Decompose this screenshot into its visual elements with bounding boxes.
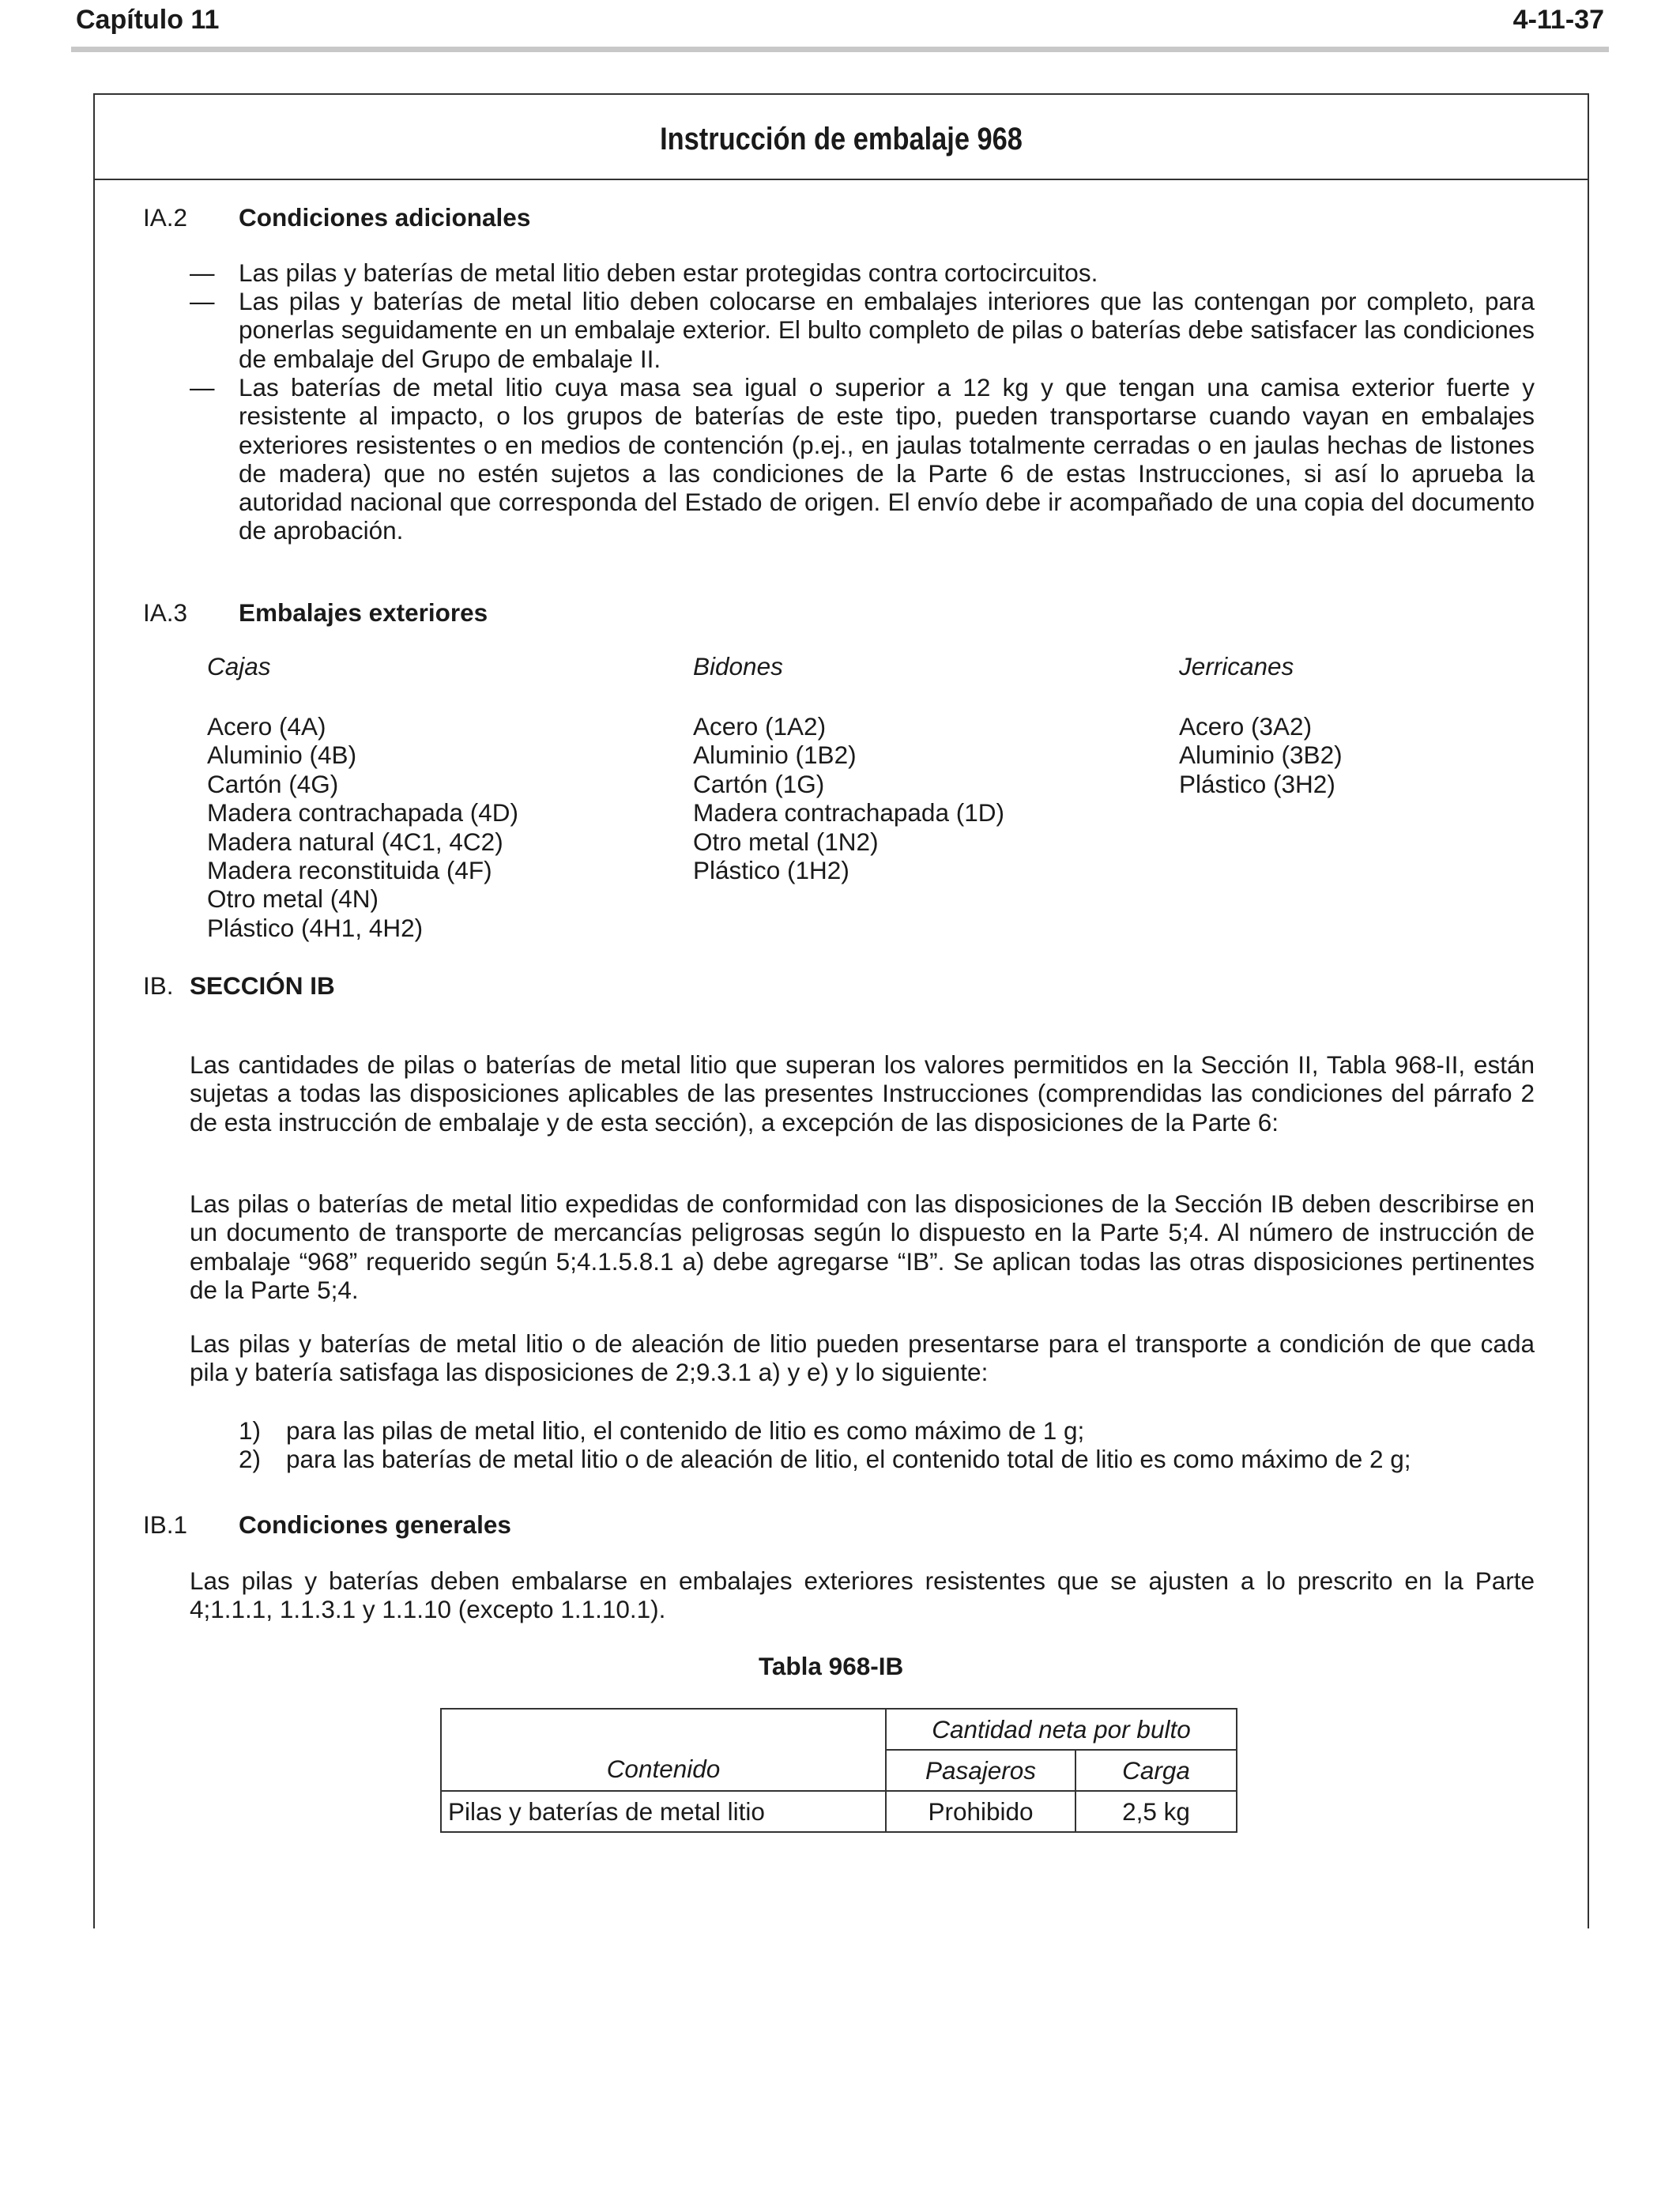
frame-title-bar (95, 95, 1588, 180)
page-header (73, 5, 1607, 40)
ib-list-number-1: 1) (239, 1416, 262, 1445)
column-heading-bidones: Bidones (693, 652, 783, 680)
ib-paragraph-3: Las pilas y baterías de metal litio o de aleación de litio pueden presentarse para el transporte a condición de que cada pila y batería satisfaga las disposiciones de 2;9.3.1 a) y e) y lo siguiente: (190, 1329, 1535, 1387)
page-number: 4-11-37 (1512, 5, 1604, 35)
ib1-title: Condiciones generales (239, 1510, 511, 1539)
cell-contenido: Pilas y baterías de metal litio (441, 1791, 886, 1832)
list-item: Madera reconstituida (4F) (207, 856, 492, 885)
ib1-paragraph: Las pilas y baterías deben embalarse en embalajes exteriores resistentes que se ajusten a lo prescrito en la Parte 4;1.1.1, 1.1.3.1 y 1.1.10 (excepto 1.1.10.1). (190, 1566, 1535, 1624)
ib-list-number-2: 2) (239, 1445, 262, 1473)
ib-paragraph-2: Las pilas o baterías de metal litio expedidas de conformidad con las disposiciones de la Sección IB deben describirse en un documento de transporte de mercancías peligrosas según lo dispuesto en la Parte 5;4. Al número de instrucción de embalaje “968” requerido según 5;4.1.5.8.1 a) debe agregarse “IB”. Se aplican todas las otras disposiciones pertinentes de la Parte 5;4. (190, 1189, 1535, 1304)
cajas-list (207, 712, 518, 942)
jerricanes-list (1179, 712, 1343, 798)
ia2-bullet-1: Las pilas y baterías de metal litio deben estar protegidas contra cortocircuitos. (239, 258, 1098, 287)
header-pasajeros: Pasajeros (886, 1750, 1075, 1791)
list-item: Madera contrachapada (1D) (693, 798, 1004, 827)
ib1-number: IB.1 (143, 1510, 188, 1539)
ib-number: IB. (143, 971, 174, 1000)
box-title: Instrucción de embalaje 968 (660, 122, 1023, 156)
ia2-title: Condiciones adicionales (239, 203, 531, 232)
bidones-list (693, 712, 1004, 884)
cell-carga: 2,5 kg (1075, 1791, 1237, 1832)
cell-pasajeros: Prohibido (886, 1791, 1075, 1832)
column-heading-jerricanes: Jerricanes (1179, 652, 1294, 680)
list-item: Aluminio (4B) (207, 741, 357, 770)
list-item: Acero (3A2) (1179, 712, 1313, 741)
list-item: Cartón (4G) (207, 769, 339, 798)
list-item: Plástico (4H1, 4H2) (207, 913, 424, 942)
dash-mark: — (190, 373, 215, 401)
table-title: Tabla 968-IB (759, 1652, 904, 1680)
list-item: Madera contrachapada (4D) (207, 798, 518, 827)
header-contenido: Contenido (441, 1709, 886, 1791)
ia3-number: IA.3 (143, 598, 188, 627)
ia2-bullet-2: Las pilas y baterías de metal litio deben colocarse en embalajes interiores que las contengan por completo, para ponerlas seguidamente en un embalaje exterior. El bulto completo de pilas o baterías debe satisfacer las condiciones de embalaje del Grupo de embalaje II. (239, 287, 1535, 373)
list-item: Aluminio (3B2) (1179, 741, 1343, 770)
list-item: Madera natural (4C1, 4C2) (207, 827, 503, 856)
ia3-title: Embalajes exteriores (239, 598, 488, 627)
list-item: Cartón (1G) (693, 769, 825, 798)
ib-list-item-1: para las pilas de metal litio, el contenido de litio es como máximo de 1 g; (286, 1416, 1085, 1445)
header-cantidad-neta: Cantidad neta por bulto (886, 1709, 1237, 1750)
header-rule (71, 47, 1609, 52)
list-item: Otro metal (1N2) (693, 827, 879, 856)
chapter-label: Capítulo 11 (76, 5, 220, 35)
list-item: Otro metal (4N) (207, 884, 379, 914)
table-row (441, 1791, 1237, 1832)
header-carga: Carga (1075, 1750, 1237, 1791)
ia2-number: IA.2 (143, 203, 188, 232)
list-item: Plástico (3H2) (1179, 769, 1335, 798)
dash-mark: — (190, 258, 215, 287)
list-item: Acero (4A) (207, 712, 326, 741)
list-item: Plástico (1H2) (693, 856, 849, 885)
ib-title: SECCIÓN IB (190, 971, 335, 1000)
list-item: Aluminio (1B2) (693, 741, 857, 770)
table-968-ib (440, 1708, 1237, 1833)
dash-mark: — (190, 287, 215, 315)
ib-list-item-2: para las baterías de metal litio o de aleación de litio, el contenido total de litio es como máximo de 2 g; (286, 1445, 1411, 1473)
column-heading-cajas: Cajas (207, 652, 271, 680)
ia2-bullet-3: Las baterías de metal litio cuya masa sea igual o superior a 12 kg y que tengan una camisa exterior fuerte y resistente al impacto, o los grupos de baterías de este tipo, pueden transportarse cuando vayan en embalajes exteriores resistentes o en medios de contención (p.ej., en jaulas totalmente cerradas o en jaulas hechas de listones de madera) que no estén sujetos a las condiciones de la Parte 6 de estas Instrucciones, si así lo aprueba la autoridad nacional que corresponda del Estado de origen. El envío debe ir acompañado de una copia del documento de aprobación. (239, 373, 1535, 545)
ib-paragraph-1: Las cantidades de pilas o baterías de metal litio que superan los valores permitidos en la Sección II, Tabla 968-II, están sujetas a todas las disposiciones aplicables de las presentes Instrucciones (comprendidas las condiciones del párrafo 2 de esta instrucción de embalaje y de esta sección), a excepción de las disposiciones de la Parte 6: (190, 1050, 1535, 1137)
list-item: Acero (1A2) (693, 712, 827, 741)
